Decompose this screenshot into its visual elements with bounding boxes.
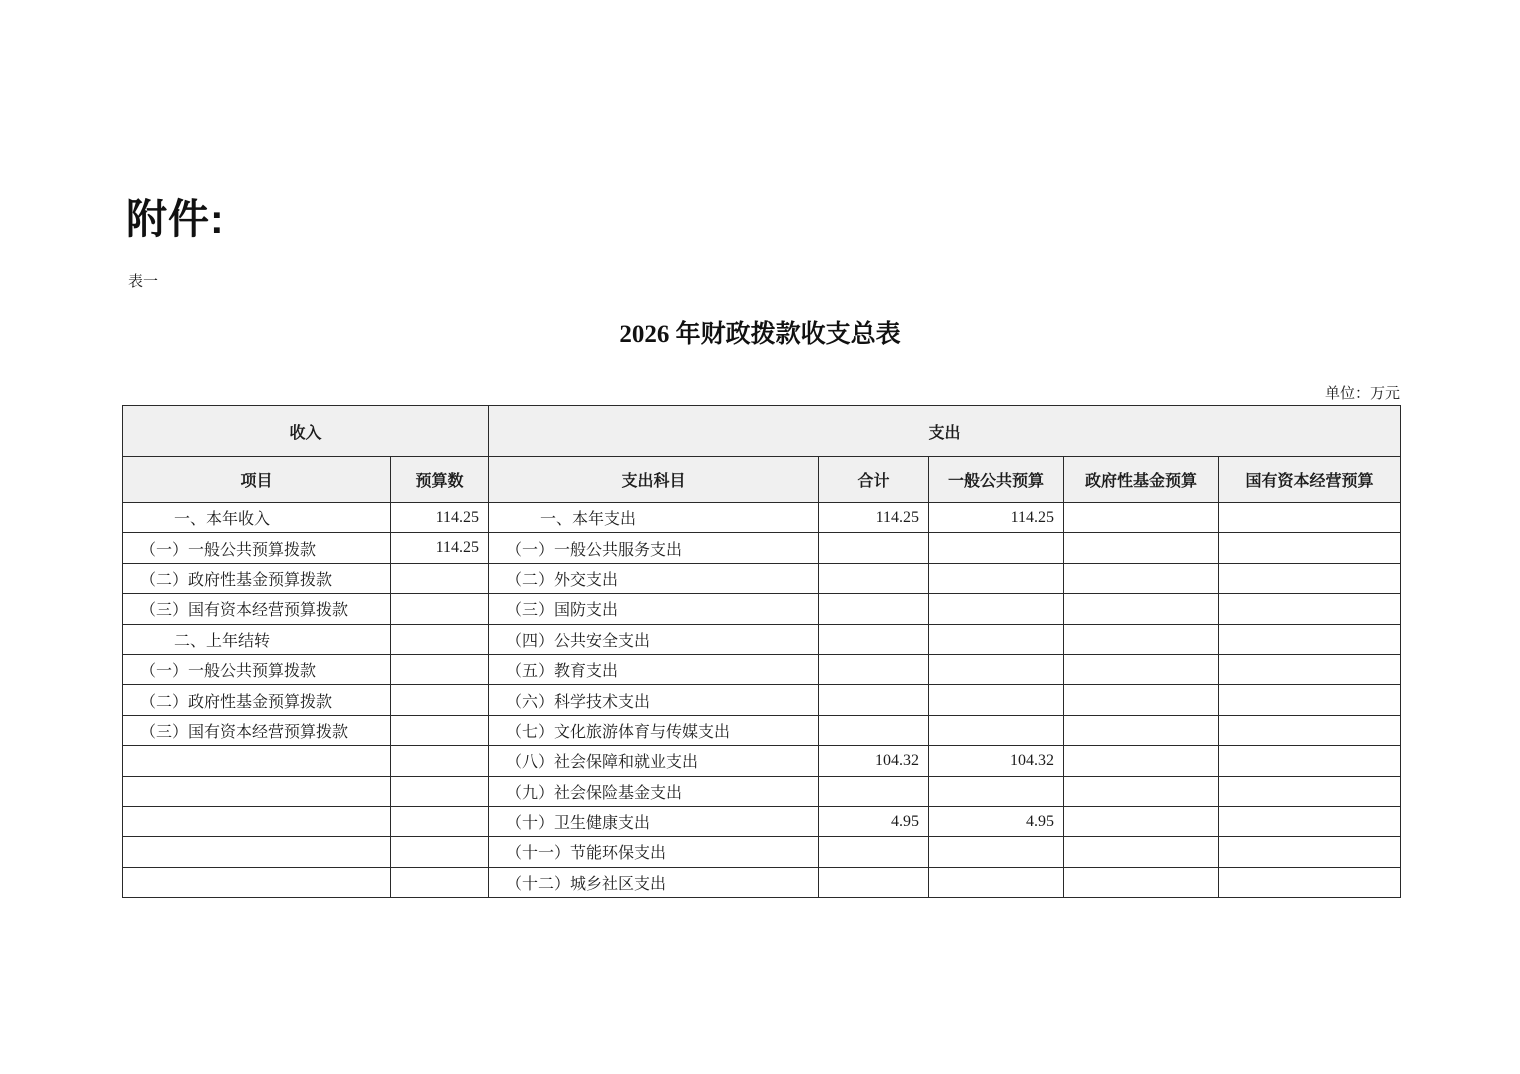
table-row: [123, 563, 1401, 593]
income-budget-cell: [391, 594, 489, 624]
expense-item-cell: （一）一般公共服务支出: [489, 533, 819, 563]
income-group-header: 收入: [123, 406, 489, 457]
income-budget-cell: 114.25: [391, 503, 489, 533]
general-public-budget-cell: [929, 563, 1064, 593]
expense-item-cell: （八）社会保障和就业支出: [489, 746, 819, 776]
table-row: [123, 503, 1401, 533]
table-row: [123, 806, 1401, 836]
income-budget-cell: [391, 746, 489, 776]
expense-item-cell: （九）社会保险基金支出: [489, 776, 819, 806]
income-item-cell: [123, 867, 391, 897]
gov-fund-budget-cell: [1064, 563, 1219, 593]
expense-total-cell: [819, 837, 929, 867]
table-row: [123, 533, 1401, 563]
col-header-income-budget: 预算数: [391, 457, 489, 503]
income-item-cell: （一）一般公共预算拨款: [123, 533, 391, 563]
expense-total-cell: [819, 776, 929, 806]
state-capital-budget-cell: [1219, 776, 1401, 806]
expense-total-cell: [819, 685, 929, 715]
general-public-budget-cell: 4.95: [929, 806, 1064, 836]
expense-item-cell: 一、本年支出: [489, 503, 819, 533]
expense-item-cell: （十二）城乡社区支出: [489, 867, 819, 897]
expense-item-cell: （四）公共安全支出: [489, 624, 819, 654]
document-title: 2026 年财政拨款收支总表: [619, 321, 901, 348]
state-capital-budget-cell: [1219, 624, 1401, 654]
expense-item-cell: （六）科学技术支出: [489, 685, 819, 715]
col-header-expense-item: 支出科目: [489, 457, 819, 503]
state-capital-budget-cell: [1219, 685, 1401, 715]
table-row: [123, 624, 1401, 654]
gov-fund-budget-cell: [1064, 746, 1219, 776]
gov-fund-budget-cell: [1064, 503, 1219, 533]
gov-fund-budget-cell: [1064, 806, 1219, 836]
expense-item-cell: （十）卫生健康支出: [489, 806, 819, 836]
general-public-budget-cell: 104.32: [929, 746, 1064, 776]
general-public-budget-cell: [929, 837, 1064, 867]
expense-total-cell: 4.95: [819, 806, 929, 836]
column-header-row: [123, 457, 1401, 503]
table-row: [123, 685, 1401, 715]
state-capital-budget-cell: [1219, 806, 1401, 836]
state-capital-budget-cell: [1219, 594, 1401, 624]
expense-total-cell: 104.32: [819, 746, 929, 776]
table-row: [123, 654, 1401, 684]
income-item-cell: （三）国有资本经营预算拨款: [123, 594, 391, 624]
table-number-label: 表一: [128, 274, 159, 290]
income-item-cell: [123, 776, 391, 806]
table-row: [123, 594, 1401, 624]
expense-total-cell: [819, 715, 929, 745]
general-public-budget-cell: [929, 594, 1064, 624]
col-header-total: 合计: [819, 457, 929, 503]
gov-fund-budget-cell: [1064, 776, 1219, 806]
expense-total-cell: 114.25: [819, 503, 929, 533]
income-budget-cell: [391, 806, 489, 836]
general-public-budget-cell: [929, 776, 1064, 806]
income-item-cell: （二）政府性基金预算拨款: [123, 563, 391, 593]
income-budget-cell: [391, 776, 489, 806]
gov-fund-budget-cell: [1064, 654, 1219, 684]
table-row: [123, 837, 1401, 867]
general-public-budget-cell: [929, 715, 1064, 745]
income-budget-cell: [391, 563, 489, 593]
income-budget-cell: [391, 624, 489, 654]
state-capital-budget-cell: [1219, 746, 1401, 776]
col-header-general-public-budget: 一般公共预算: [929, 457, 1064, 503]
attachment-heading: 附件:: [126, 196, 225, 242]
income-item-cell: 一、本年收入: [123, 503, 391, 533]
general-public-budget-cell: [929, 685, 1064, 715]
general-public-budget-cell: 114.25: [929, 503, 1064, 533]
state-capital-budget-cell: [1219, 563, 1401, 593]
expense-total-cell: [819, 654, 929, 684]
state-capital-budget-cell: [1219, 867, 1401, 897]
income-item-cell: [123, 837, 391, 867]
gov-fund-budget-cell: [1064, 594, 1219, 624]
income-budget-cell: 114.25: [391, 533, 489, 563]
general-public-budget-cell: [929, 533, 1064, 563]
general-public-budget-cell: [929, 867, 1064, 897]
income-item-cell: [123, 806, 391, 836]
expense-group-header: 支出: [489, 406, 1401, 457]
gov-fund-budget-cell: [1064, 715, 1219, 745]
gov-fund-budget-cell: [1064, 685, 1219, 715]
state-capital-budget-cell: [1219, 533, 1401, 563]
state-capital-budget-cell: [1219, 654, 1401, 684]
general-public-budget-cell: [929, 624, 1064, 654]
col-header-state-capital-budget: 国有资本经营预算: [1219, 457, 1401, 503]
income-budget-cell: [391, 654, 489, 684]
gov-fund-budget-cell: [1064, 837, 1219, 867]
expense-total-cell: [819, 533, 929, 563]
expense-total-cell: [819, 867, 929, 897]
expense-total-cell: [819, 624, 929, 654]
income-budget-cell: [391, 685, 489, 715]
income-item-cell: （三）国有资本经营预算拨款: [123, 715, 391, 745]
income-item-cell: 二、上年结转: [123, 624, 391, 654]
state-capital-budget-cell: [1219, 715, 1401, 745]
income-budget-cell: [391, 715, 489, 745]
expense-item-cell: （十一）节能环保支出: [489, 837, 819, 867]
unit-label: 单位：万元: [1324, 386, 1400, 402]
state-capital-budget-cell: [1219, 837, 1401, 867]
expense-total-cell: [819, 563, 929, 593]
state-capital-budget-cell: [1219, 503, 1401, 533]
income-budget-cell: [391, 867, 489, 897]
income-item-cell: （二）政府性基金预算拨款: [123, 685, 391, 715]
table-row: [123, 867, 1401, 897]
income-item-cell: [123, 746, 391, 776]
expense-total-cell: [819, 594, 929, 624]
income-item-cell: （一）一般公共预算拨款: [123, 654, 391, 684]
table-row: [123, 715, 1401, 745]
general-public-budget-cell: [929, 654, 1064, 684]
expense-item-cell: （二）外交支出: [489, 563, 819, 593]
table-row: [123, 746, 1401, 776]
gov-fund-budget-cell: [1064, 533, 1219, 563]
income-budget-cell: [391, 837, 489, 867]
expense-item-cell: （七）文化旅游体育与传媒支出: [489, 715, 819, 745]
group-header-row: [123, 406, 1401, 457]
budget-table: [122, 405, 1401, 898]
gov-fund-budget-cell: [1064, 624, 1219, 654]
expense-item-cell: （五）教育支出: [489, 654, 819, 684]
expense-item-cell: （三）国防支出: [489, 594, 819, 624]
gov-fund-budget-cell: [1064, 867, 1219, 897]
col-header-income-item: 项目: [123, 457, 391, 503]
table-row: [123, 776, 1401, 806]
col-header-gov-fund-budget: 政府性基金预算: [1064, 457, 1219, 503]
